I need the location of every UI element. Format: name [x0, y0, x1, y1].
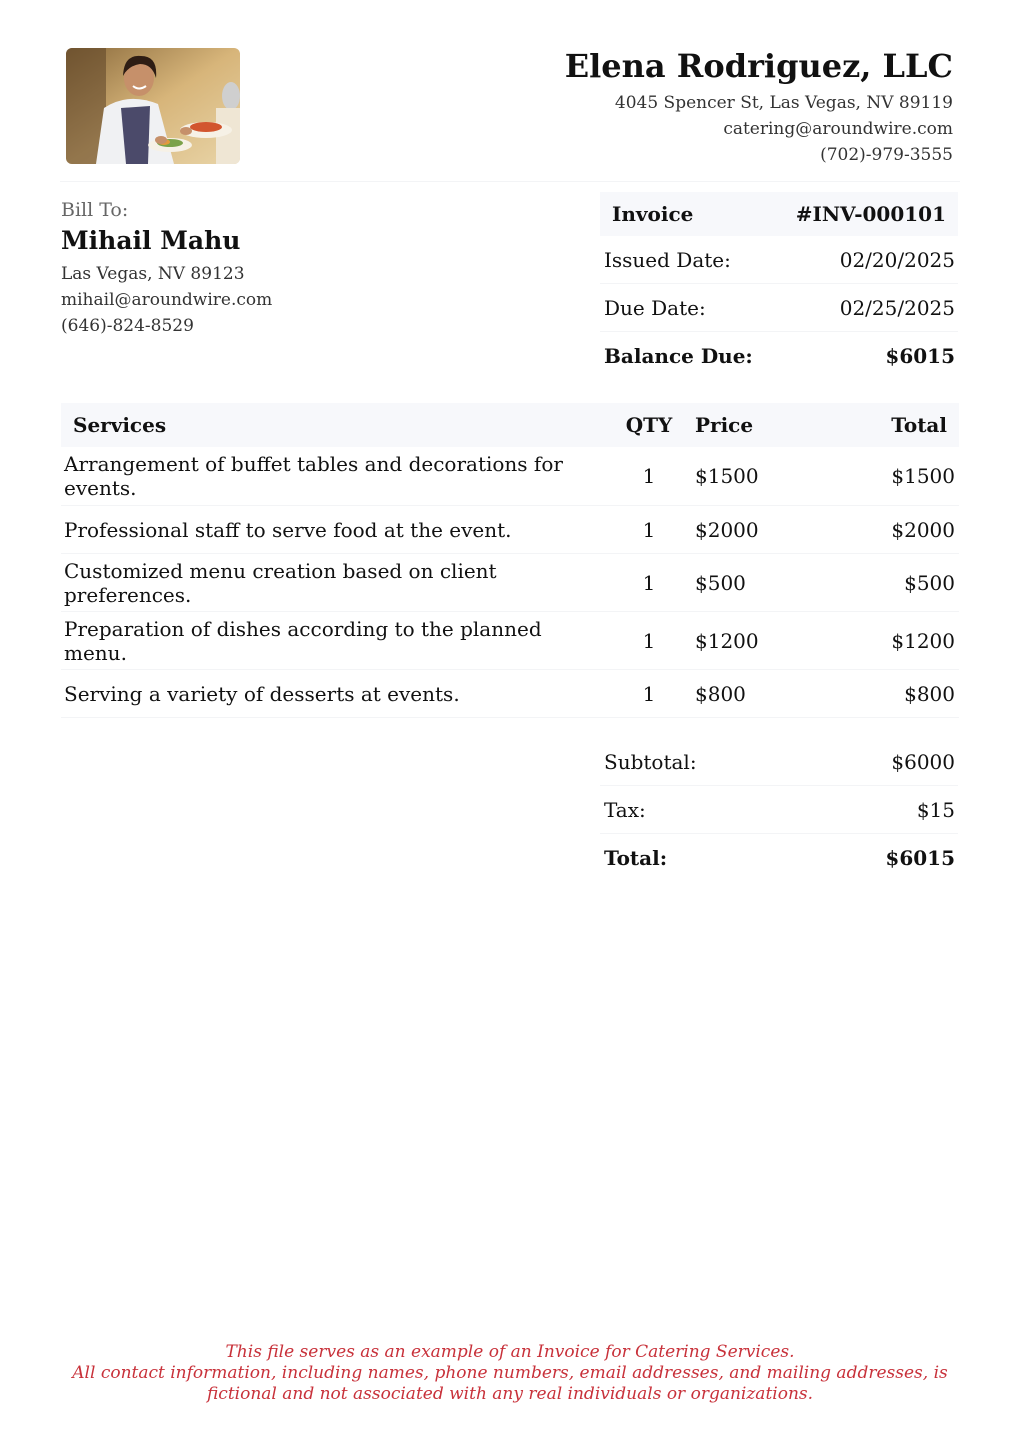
totals-block — [600, 738, 958, 881]
total-label: Total: — [604, 845, 668, 870]
service-qty: 1 — [642, 570, 656, 595]
balance-due-value: $6015 — [885, 343, 955, 368]
company-name: Elena Rodriguez, LLC — [564, 47, 953, 85]
due-date-row — [600, 284, 958, 332]
table-row — [61, 554, 959, 612]
invoice-meta — [600, 192, 958, 379]
subtotal-row — [600, 738, 958, 786]
service-total: $500 — [904, 570, 955, 595]
table-row — [61, 447, 959, 506]
service-total: $1200 — [891, 628, 955, 653]
client-email: mihail@aroundwire.com — [61, 290, 273, 310]
disclaimer-footer — [0, 1342, 1020, 1405]
table-row — [61, 670, 959, 718]
service-description: Professional staff to serve food at the event. — [64, 517, 512, 542]
disclaimer-line-1: This file serves as an example of an Invoice for Catering Services. — [225, 1342, 795, 1362]
company-address: 4045 Spencer St, Las Vegas, NV 89119 — [614, 93, 953, 113]
tax-value: $15 — [916, 797, 955, 822]
service-price: $800 — [695, 681, 746, 706]
service-qty: 1 — [642, 628, 656, 653]
table-row — [61, 506, 959, 554]
service-description: Arrangement of buffet tables and decorations for events. — [64, 452, 563, 500]
service-total: $800 — [904, 681, 955, 706]
client-address: Las Vegas, NV 89123 — [61, 264, 245, 284]
total-row — [600, 834, 958, 881]
tax-row — [600, 786, 958, 834]
header-price: Price — [695, 413, 754, 437]
balance-due-label: Balance Due: — [604, 343, 753, 368]
services-table — [61, 403, 959, 718]
header-divider — [60, 181, 960, 182]
company-phone: (702)-979-3555 — [820, 145, 953, 165]
invoice-number: #INV-000101 — [795, 202, 946, 226]
table-row — [61, 612, 959, 670]
company-email: catering@aroundwire.com — [723, 119, 953, 139]
service-price: $2000 — [695, 517, 759, 542]
service-total: $2000 — [891, 517, 955, 542]
company-logo — [66, 48, 240, 164]
header-qty: QTY — [625, 413, 673, 437]
tax-label: Tax: — [604, 797, 646, 822]
issued-date-label: Issued Date: — [604, 247, 731, 272]
header-total: Total — [891, 413, 947, 437]
due-date-value: 02/25/2025 — [839, 295, 955, 320]
invoice-header — [600, 192, 958, 236]
subtotal-value: $6000 — [891, 749, 955, 774]
bill-to-block — [61, 197, 272, 339]
service-description: Preparation of dishes according to the planned menu. — [64, 616, 542, 665]
service-qty: 1 — [642, 517, 656, 542]
issued-date-row — [600, 236, 958, 284]
service-total: $1500 — [891, 464, 955, 488]
bill-to-label: Bill To: — [61, 199, 129, 221]
balance-due-row — [600, 332, 958, 379]
service-qty: 1 — [642, 681, 656, 706]
service-description: Customized menu creation based on client preferences. — [64, 558, 497, 607]
services-table-header — [61, 403, 959, 447]
service-description: Serving a variety of desserts at events. — [64, 681, 460, 706]
invoice-label: Invoice — [612, 202, 694, 226]
service-price: $500 — [695, 570, 746, 595]
disclaimer-line-3: fictional and not associated with any real individuals or organizations. — [206, 1384, 814, 1404]
total-value: $6015 — [885, 845, 955, 870]
service-price: $1500 — [695, 464, 759, 488]
client-phone: (646)-824-8529 — [61, 316, 194, 336]
service-price: $1200 — [695, 628, 759, 653]
issued-date-value: 02/20/2025 — [839, 247, 955, 272]
header-services: Services — [73, 413, 167, 437]
due-date-label: Due Date: — [604, 295, 706, 320]
service-qty: 1 — [642, 464, 656, 488]
subtotal-label: Subtotal: — [604, 749, 697, 774]
chef-photo-icon — [66, 48, 240, 164]
disclaimer-line-2: All contact information, including names, phone numbers, email addresses, and mailing addresses, is — [72, 1363, 948, 1383]
company-info — [565, 46, 953, 168]
client-name: Mihail Mahu — [61, 226, 241, 255]
